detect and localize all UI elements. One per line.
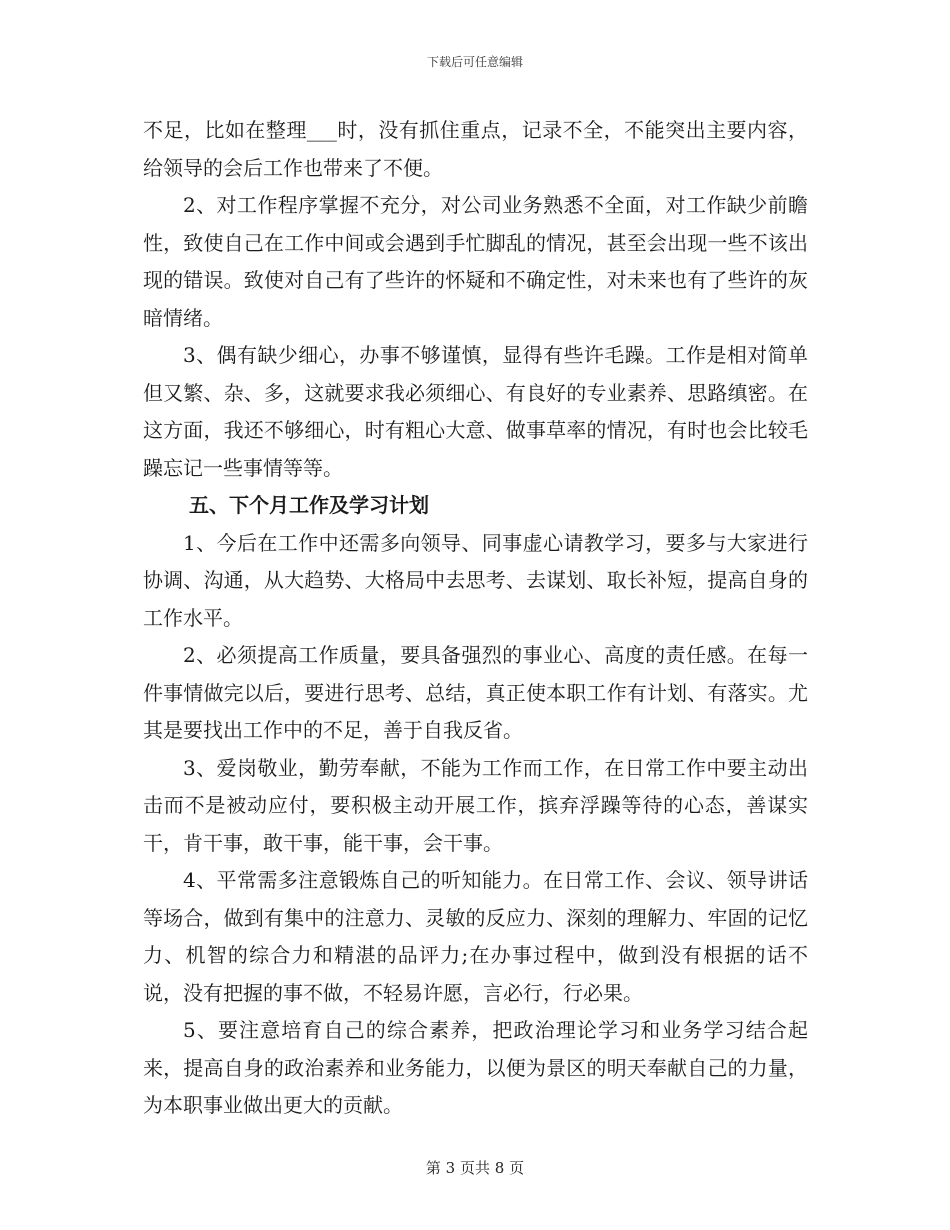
section-heading: 五、下个月工作及学习计划 xyxy=(189,493,429,517)
plan-item-5: 5、要注意培育自己的综合素养，把政治理论学习和业务学习结合起来，提高自身的政治素养和业务能力，以便为景区的明天奉献自己的力量，为本职事业做出更大的贡献。 xyxy=(143,1018,808,1117)
plan-item-1: 1、今后在工作中还需多向领导、同事虚心请教学习，要多与大家进行协调、沟通，从大趋势、大格局中去思考、去谋划、取长补短，提高自身的工作水平。 xyxy=(143,530,808,630)
plan-item-4: 4、平常需多注意锻炼自己的听知能力。在日常工作、会议、领导讲话等场合，做到有集中的注意力、灵敏的反应力、深刻的理解力、牢固的记忆力、机智的综合力和精湛的品评力;在办事过程中，做到没有根据的话不说，没有把握的事不做，不轻易许愿，言必行，行必果。 xyxy=(143,868,808,1005)
plan-item-3: 3、爱岗敬业，勤劳奉献，不能为工作而工作，在日常工作中要主动出击而不是被动应付，要积极主动开展工作，摈弃浮躁等待的心态，善谋实干，肯干事，敢干事，能干事，会干事。 xyxy=(143,755,808,855)
document-body xyxy=(143,112,808,1125)
paragraph-item-2: 2、对工作程序掌握不充分，对公司业务熟悉不全面，对工作缺少前瞻性，致使自己在工作中间或会遇到手忙脚乱的情况，甚至会出现一些不该出现的错误。致使对自己有了些许的怀疑和不确定性，对未来也有了些许的灰暗情绪。 xyxy=(143,193,808,330)
paragraph-continued: 不足，比如在整理___时，没有抓住重点，记录不全，不能突出主要内容，给领导的会后工作也带来了不便。 xyxy=(143,118,808,180)
plan-item-2: 2、必须提高工作质量，要具备强烈的事业心、高度的责任感。在每一件事情做完以后，要进行思考、总结，真正使本职工作有计划、有落实。尤其是要找出工作中的不足，善于自我反省。 xyxy=(143,643,808,742)
paragraph-item-3: 3、偶有缺少细心，办事不够谨慎，显得有些许毛躁。工作是相对简单但又繁、杂、多，这就要求我必须细心、有良好的专业素养、思路缜密。在这方面，我还不够细心，时有粗心大意、做事草率的情况，有时也会比较毛躁忘记一些事情等等。 xyxy=(143,343,808,480)
page-header: 下载后可任意编辑 xyxy=(426,55,523,69)
page-number: 第 3 页共 8 页 xyxy=(425,1159,525,1177)
